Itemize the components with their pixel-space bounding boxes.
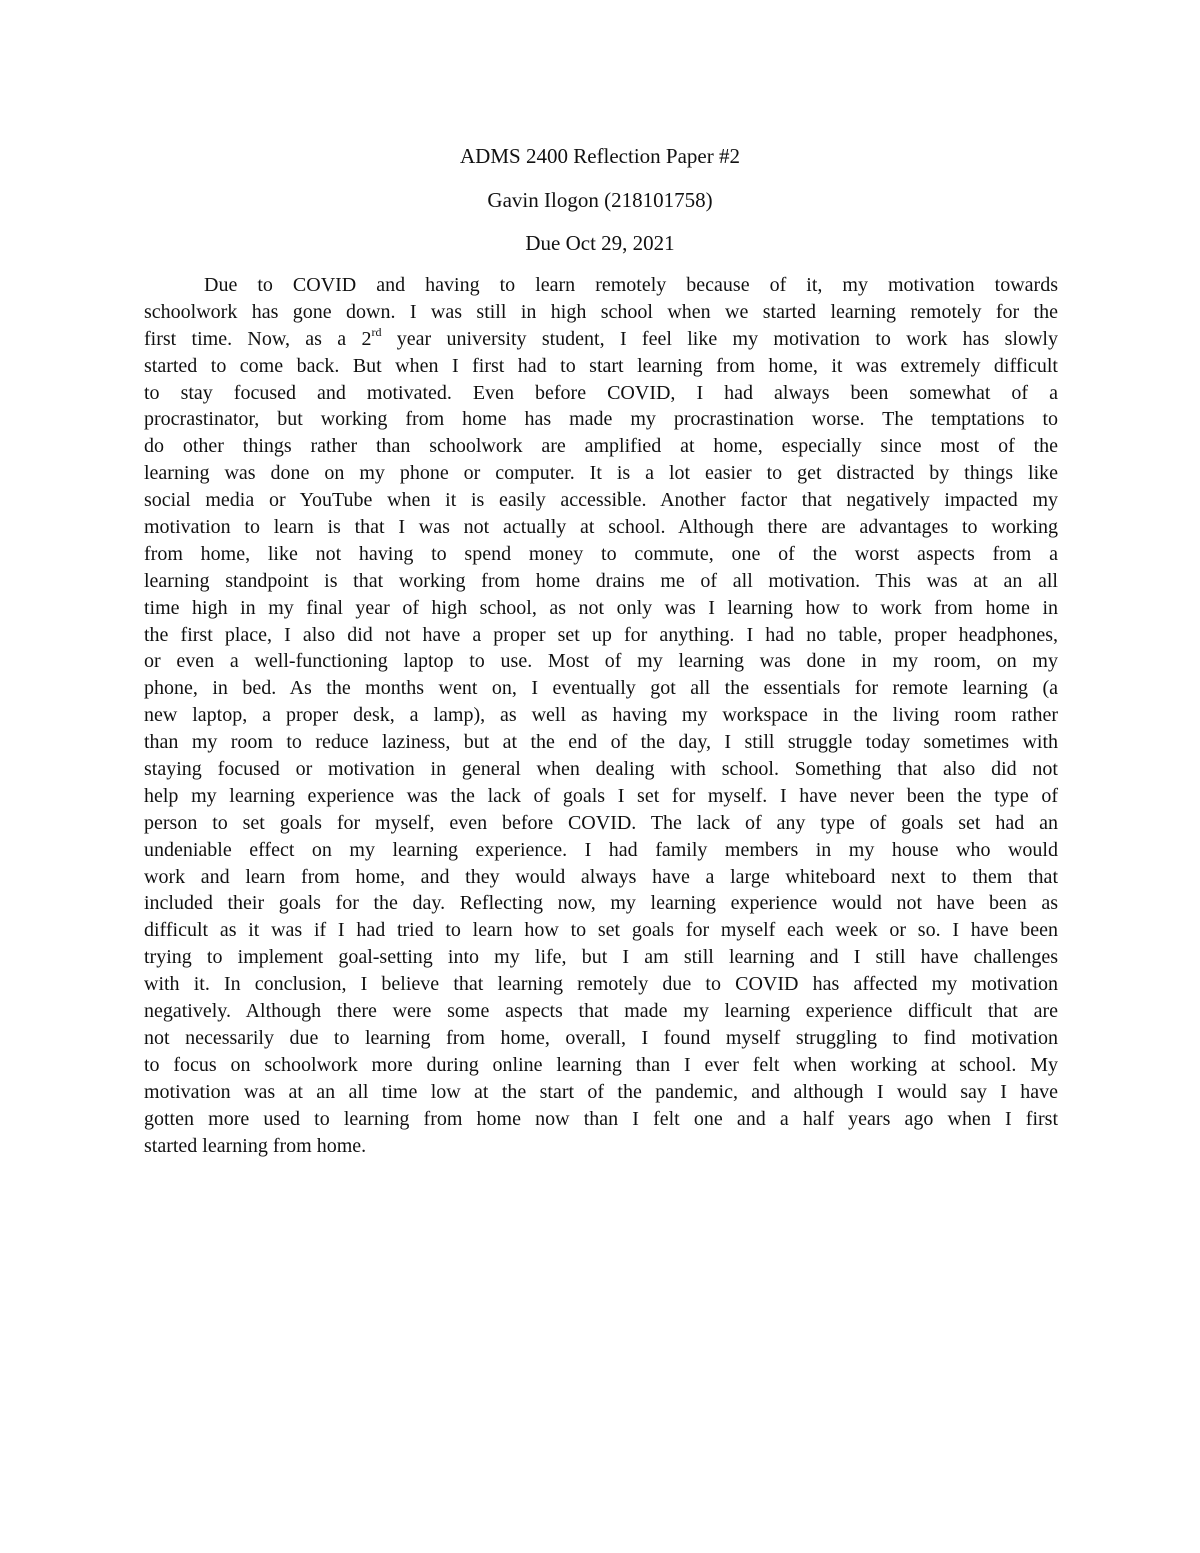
body-line: started learning from home.: [144, 1134, 367, 1157]
body-line: schoolwork has gone down. I was still in high school when we started learning remotely for the: [144, 300, 1058, 323]
body-line: new laptop, a proper desk, a lamp), as well as having my workspace in the living room rather: [144, 704, 1058, 727]
body-line: than my room to reduce laziness, but at the end of the day, I still struggle today sometimes with: [144, 731, 1058, 754]
body-line: to stay focused and motivated. Even before COVID, I had always been somewhat of a: [144, 381, 1058, 404]
body-line: Due to COVID and having to learn remotely because of it, my motivation towards: [204, 274, 1058, 296]
body-line: the first place, I also did not have a proper set up for anything. I had no table, proper headphones,: [144, 623, 1058, 646]
due-date-line: Due Oct 29, 2021: [525, 231, 675, 255]
body-line: time high in my final year of high school, as not only was I learning how to work from home in: [144, 596, 1058, 619]
body-line: started to come back. But when I first had to start learning from home, it was extremely difficult: [144, 354, 1058, 377]
body-line: [144, 326, 1058, 353]
body-line: learning standpoint is that working from home drains me of all motivation. This was at an all: [144, 569, 1058, 592]
body-line-part: year university student, I feel like my motivation to work has slowly: [381, 327, 1058, 350]
body-line: help my learning experience was the lack of goals I set for myself. I have never been the type of: [144, 784, 1058, 807]
body-line: gotten more used to learning from home now than I felt one and a half years ago when I first: [144, 1107, 1058, 1130]
ordinal-suffix: rd: [371, 324, 382, 339]
body-line: motivation was at an all time low at the start of the pandemic, and although I would say I have: [144, 1080, 1058, 1103]
body-line-part: first time. Now, as a 2: [144, 327, 372, 350]
body-line: procrastinator, but working from home has made my procrastination worse. The temptations to: [144, 408, 1058, 431]
body-line: do other things rather than schoolwork are amplified at home, especially since most of the: [144, 435, 1058, 458]
body-line: from home, like not having to spend money to commute, one of the worst aspects from a: [144, 542, 1058, 565]
body-line: negatively. Although there were some aspects that made my learning experience difficult that are: [144, 1000, 1058, 1023]
body-line: phone, in bed. As the months went on, I eventually got all the essentials for remote learning (a: [144, 677, 1058, 700]
body-line: work and learn from home, and they would always have a large whiteboard next to them that: [144, 865, 1058, 888]
body-line: learning was done on my phone or computer. It is a lot easier to get distracted by things like: [144, 462, 1058, 485]
author-line: Gavin Ilogon (218101758): [487, 188, 713, 212]
reflection-body: [144, 272, 1058, 1159]
body-line: to focus on schoolwork more during online learning than I ever felt when working at school. My: [144, 1053, 1058, 1076]
body-line: included their goals for the day. Reflecting now, my learning experience would not have been as: [144, 892, 1058, 915]
body-line: motivation to learn is that I was not actually at school. Although there are advantages to working: [144, 516, 1058, 539]
body-line: person to set goals for myself, even before COVID. The lack of any type of goals set had an: [144, 811, 1058, 834]
body-line: staying focused or motivation in general when dealing with school. Something that also did not: [144, 758, 1058, 781]
body-line: difficult as it was if I had tried to learn how to set goals for myself each week or so. I have been: [144, 919, 1058, 942]
body-line: or even a well-functioning laptop to use. Most of my learning was done in my room, on my: [144, 650, 1058, 673]
body-line: undeniable effect on my learning experience. I had family members in my house who would: [144, 838, 1058, 861]
body-line: trying to implement goal-setting into my life, but I am still learning and I still have challenges: [144, 946, 1058, 969]
body-line: with it. In conclusion, I believe that learning remotely due to COVID has affected my motivation: [144, 973, 1058, 996]
document-title: ADMS 2400 Reflection Paper #2: [460, 144, 740, 168]
body-line: social media or YouTube when it is easily accessible. Another factor that negatively impacted my: [144, 489, 1058, 512]
body-line: not necessarily due to learning from home, overall, I found myself struggling to find motivation: [144, 1026, 1058, 1049]
